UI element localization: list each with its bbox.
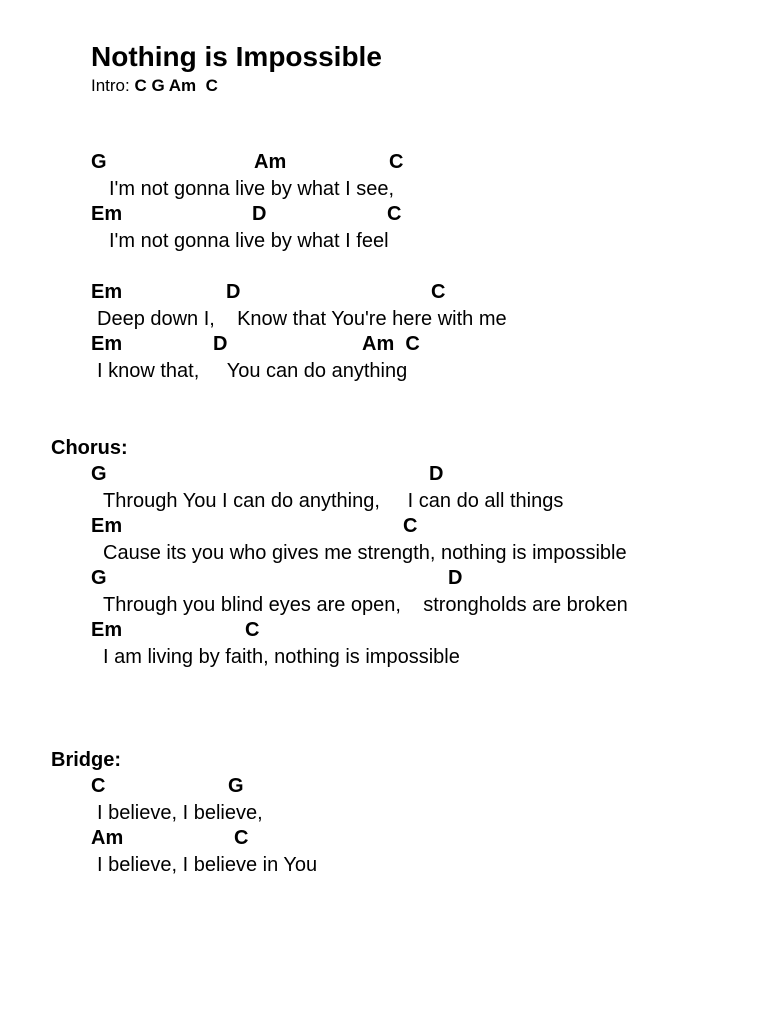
intro-chords: C G Am C [134,76,218,95]
bridge-heading: Bridge: [51,749,121,771]
lyric-line: Through You I can do anything, I can do all things [103,490,564,512]
chord: C [389,151,404,173]
chord: Em [91,281,123,303]
chord: G [91,567,107,589]
chord: G [91,463,107,485]
song-title: Nothing is Impossible [91,41,382,72]
chord: Am [254,151,287,173]
chord: C [234,827,249,849]
chord: Em [91,333,123,355]
chord: C [403,515,418,537]
chord: Am C [362,333,420,355]
lyric-line: I'm not gonna live by what I see, [109,178,395,200]
lyric-line: Deep down I, Know that You're here with me [97,308,507,330]
intro-line [91,77,218,94]
chord: Em [91,203,123,225]
chord: C [387,203,402,225]
chord: Em [91,619,123,641]
lyric-line: I am living by faith, nothing is impossible [103,646,460,668]
intro-label: Intro: [91,76,135,95]
lyric-line: I believe, I believe in You [97,854,318,876]
chord: G [91,151,107,173]
lyric-line: I believe, I believe, [97,802,263,824]
chord: C [431,281,446,303]
chord: D [429,463,444,485]
chord: C [245,619,260,641]
chord: Am [91,827,124,849]
chord: C [91,775,106,797]
chord: D [213,333,228,355]
chord: D [226,281,241,303]
lyric-line: I'm not gonna live by what I feel [109,230,389,252]
chord: Em [91,515,123,537]
lyric-line: Cause its you who gives me strength, nothing is impossible [103,542,627,564]
chorus-heading: Chorus: [51,437,128,459]
lyric-line: Through you blind eyes are open, strongholds are broken [103,594,628,616]
lyric-line: I know that, You can do anything [97,360,408,382]
chord: G [228,775,244,797]
chord: D [252,203,267,225]
chord: D [448,567,463,589]
